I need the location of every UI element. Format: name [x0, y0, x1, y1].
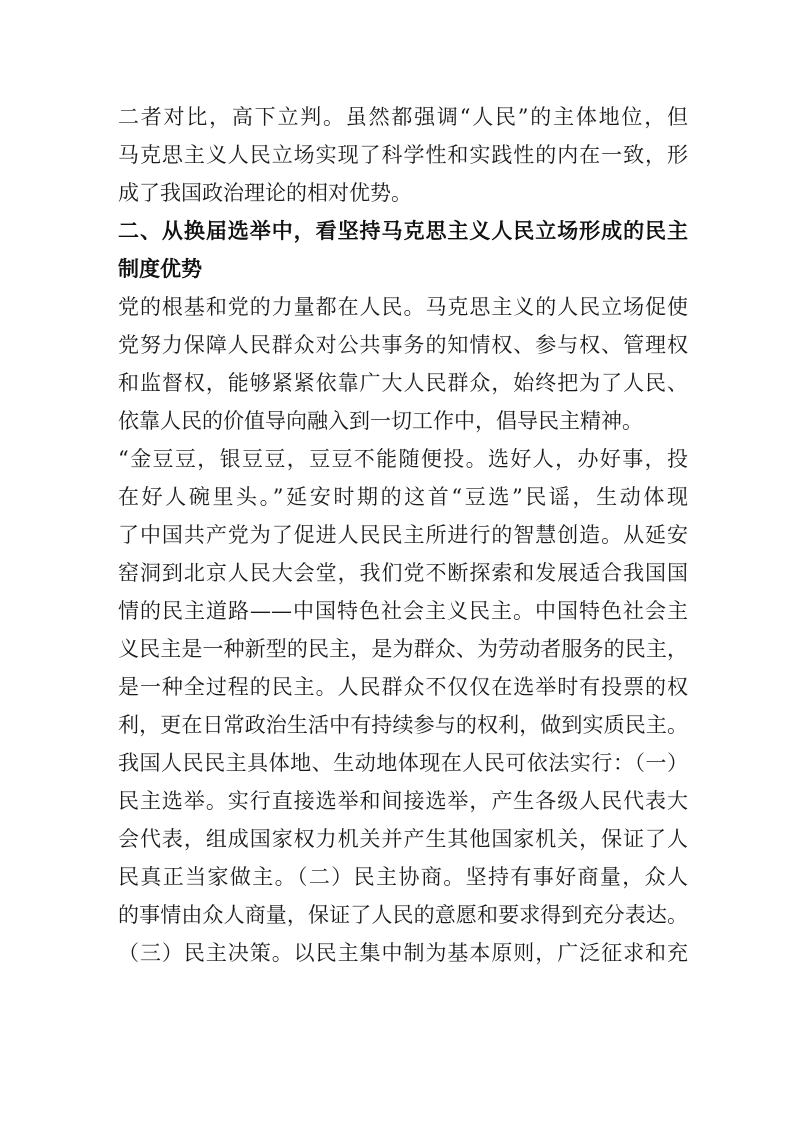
text-line: 依靠人民的价值导向融入到一切工作中，倡导民主精神。: [118, 409, 643, 433]
text-line: 马克思主义人民立场实现了科学性和实践性的内在一致，形: [118, 143, 688, 167]
text-line: 民主选举。实行直接选举和间接选举，产生各级人民代表大: [118, 789, 688, 813]
text-line: 民真正当家做主。（二）民主协商。坚持有事好商量，众人: [118, 865, 688, 889]
text-line: 党的根基和党的力量都在人民。马克思主义的人民立场促使: [118, 295, 688, 319]
document-page: [118, 98, 688, 972]
text-line: 利，更在日常政治生活中有持续参与的权利，做到实质民主。: [118, 713, 688, 737]
heading-line: 制度优势: [118, 257, 202, 281]
text-line: 会代表，组成国家权力机关并产生其他国家机关，保证了人: [118, 827, 688, 851]
text-line: 的事情由众人商量，保证了人民的意愿和要求得到充分表达。: [118, 903, 688, 927]
paragraph-bean-election: [118, 440, 688, 972]
heading-line: 二、从换届选举中，看坚持马克思主义人民立场形成的民主: [118, 219, 688, 243]
paragraph-party-foundation: [118, 288, 688, 440]
text-line: 和监督权，能够紧紧依靠广大人民群众，始终把为了人民、: [118, 371, 688, 395]
text-line: （三）民主决策。以民主集中制为基本原则，广泛征求和充: [118, 941, 688, 965]
text-line: 成了我国政治理论的相对优势。: [118, 181, 412, 205]
text-line: 我国人民民主具体地、生动地体现在人民可依法实行：（一）: [118, 751, 688, 775]
text-line: 在好人碗里头。”延安时期的这首“豆选”民谣，生动体现: [118, 485, 688, 509]
section-heading: [118, 212, 688, 288]
text-line: 窑洞到北京人民大会堂，我们党不断探索和发展适合我国国: [118, 561, 688, 585]
text-line: 党努力保障人民群众对公共事务的知情权、参与权、管理权: [118, 333, 688, 357]
text-line: 情的民主道路——中国特色社会主义民主。中国特色社会主: [118, 599, 688, 623]
text-line: 义民主是一种新型的民主，是为群众、为劳动者服务的民主，: [118, 637, 688, 661]
text-line: 二者对比，高下立判。虽然都强调“人民”的主体地位，但: [118, 105, 688, 129]
paragraph-comparison: [118, 98, 688, 212]
text-line: 是一种全过程的民主。人民群众不仅仅在选举时有投票的权: [118, 675, 688, 699]
text-line: “金豆豆，银豆豆，豆豆不能随便投。选好人，办好事，投: [118, 447, 688, 471]
text-line: 了中国共产党为了促进人民民主所进行的智慧创造。从延安: [118, 523, 688, 547]
